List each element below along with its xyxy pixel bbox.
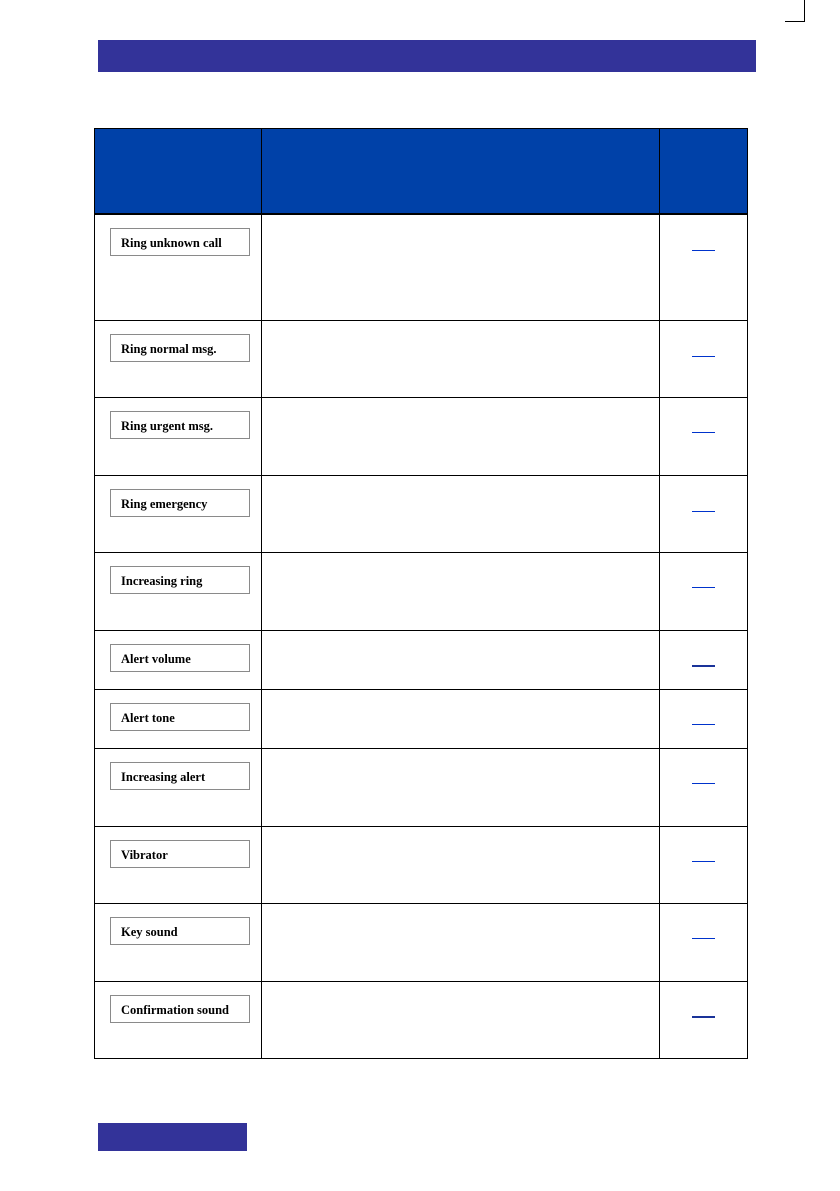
reference-cell (660, 981, 748, 1058)
reference-cell (660, 397, 748, 475)
menu-item-label: Key sound (110, 917, 250, 945)
menu-item-label: Ring unknown call (110, 228, 250, 256)
reference-cell (660, 214, 748, 320)
header-cell-reference (660, 129, 748, 215)
header-cell-description (262, 129, 660, 215)
page-reference-link[interactable] (692, 724, 715, 725)
table-header-row (95, 129, 748, 215)
header-band (98, 40, 756, 72)
menu-item-label: Increasing ring (110, 566, 250, 594)
page-reference-link[interactable] (692, 938, 715, 939)
reference-cell (660, 552, 748, 630)
description-cell (262, 320, 660, 397)
reference-cell (660, 689, 748, 748)
table-row (95, 981, 748, 1058)
table-row (95, 475, 748, 552)
reference-cell (660, 903, 748, 981)
table-row (95, 826, 748, 903)
menu-item-label: Ring emergency (110, 489, 250, 517)
page-reference-link[interactable] (692, 432, 715, 433)
reference-cell (660, 630, 748, 689)
table-row (95, 630, 748, 689)
description-cell (262, 826, 660, 903)
menu-cell (95, 903, 262, 981)
page-reference-link[interactable] (692, 783, 715, 784)
reference-cell (660, 320, 748, 397)
table-row (95, 320, 748, 397)
menu-item-label: Ring urgent msg. (110, 411, 250, 439)
table-row (95, 689, 748, 748)
page-reference-link[interactable] (692, 511, 715, 512)
menu-cell (95, 689, 262, 748)
menu-item-label: Ring normal msg. (110, 334, 250, 362)
menu-cell (95, 475, 262, 552)
menu-cell (95, 552, 262, 630)
menu-cell (95, 320, 262, 397)
reference-cell (660, 475, 748, 552)
table-row (95, 903, 748, 981)
description-cell (262, 903, 660, 981)
menu-cell (95, 630, 262, 689)
page-reference-link[interactable] (692, 587, 715, 588)
page-reference-link[interactable] (692, 356, 715, 357)
menu-cell (95, 826, 262, 903)
reference-cell (660, 826, 748, 903)
menu-item-label: Alert tone (110, 703, 250, 731)
description-cell (262, 397, 660, 475)
description-cell (262, 214, 660, 320)
table-row (95, 748, 748, 826)
description-cell (262, 981, 660, 1058)
crop-mark (785, 0, 805, 22)
menu-item-label: Confirmation sound (110, 995, 250, 1023)
description-cell (262, 689, 660, 748)
description-cell (262, 475, 660, 552)
page-reference-link[interactable] (692, 1016, 715, 1018)
description-cell (262, 748, 660, 826)
settings-table (94, 128, 748, 1059)
menu-item-label: Vibrator (110, 840, 250, 868)
menu-cell (95, 397, 262, 475)
description-cell (262, 552, 660, 630)
menu-item-label: Alert volume (110, 644, 250, 672)
reference-cell (660, 748, 748, 826)
table-row (95, 397, 748, 475)
menu-cell (95, 748, 262, 826)
description-cell (262, 630, 660, 689)
menu-item-label: Increasing alert (110, 762, 250, 790)
table-row (95, 552, 748, 630)
page-reference-link[interactable] (692, 861, 715, 862)
menu-cell (95, 981, 262, 1058)
menu-cell (95, 214, 262, 320)
page-reference-link[interactable] (692, 665, 715, 667)
page-reference-link[interactable] (692, 250, 715, 251)
footer-band (98, 1123, 247, 1151)
header-cell-menu (95, 129, 262, 215)
table-row (95, 214, 748, 320)
